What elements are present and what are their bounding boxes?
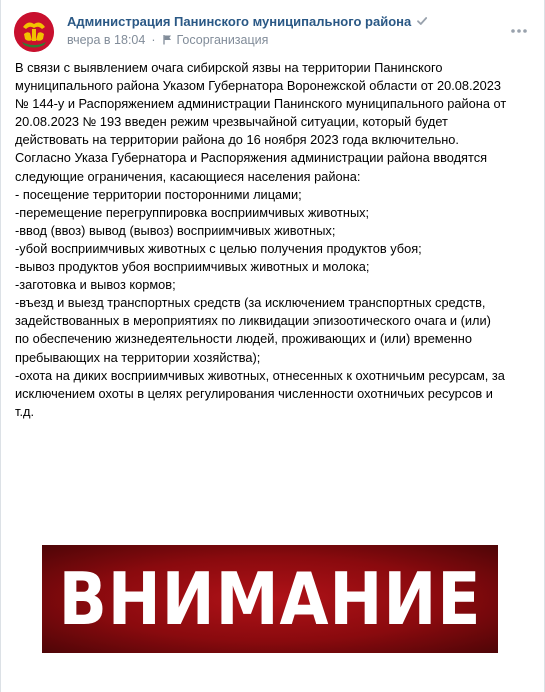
text-line: задействованных в мероприятиях по ликвидации эпизоотического очага и (или) — [15, 313, 491, 329]
author-name[interactable]: Администрация Панинского муниципального района — [67, 14, 412, 29]
text-line: № 144-у и Распоряжением администрации Панинского муниципального района от — [15, 96, 507, 112]
author-name-link[interactable] — [67, 14, 428, 29]
post-header — [14, 12, 534, 52]
post-time[interactable]: вчера в 18:04 — [67, 33, 146, 47]
post-text — [15, 59, 525, 421]
ellipsis-icon[interactable] — [508, 24, 530, 38]
flag-icon — [162, 34, 173, 45]
post-category: Госорганизация — [176, 33, 269, 47]
text-line: -въезд и выезд транспортных средств (за исключением транспортных средств, — [15, 295, 486, 311]
community-avatar[interactable] — [14, 12, 54, 52]
text-line: Согласно Указа Губернатора и Распоряжения администрации района вводятся — [15, 150, 488, 166]
verified-check-icon — [416, 15, 428, 27]
text-line: -охота на диких восприимчивых животных, отнесенных к охотничьим ресурсам, за — [15, 367, 505, 383]
text-line: -ввод (ввоз) вывод (вывоз) восприимчивых животных; — [15, 222, 336, 238]
banner-text: ВНИМАНИЕ — [58, 557, 482, 641]
attention-banner-image[interactable] — [42, 545, 498, 653]
text-line: по обеспечению жизнедеятельности людей, проживающих и (или) временно — [15, 331, 472, 347]
text-line: т.д. — [15, 403, 35, 419]
meta-separator: · — [151, 33, 156, 47]
text-line: -убой восприимчивых животных с целью получения продуктов убоя; — [15, 240, 422, 256]
text-line: пребывающих на территории хозяйства); — [15, 349, 261, 365]
text-line: следующие ограничения, касающиеся населения района: — [15, 168, 361, 184]
text-line: - посещение территории посторонними лицами; — [15, 186, 302, 202]
text-line: В связи с выявлением очага сибирской язвы на территории Панинского — [15, 60, 443, 75]
coat-of-arms-icon — [14, 12, 54, 52]
post-meta — [67, 33, 268, 47]
text-line: -вывоз продуктов убоя восприимчивых животных и молока; — [15, 259, 370, 275]
text-line: -перемещение перегруппировка восприимчивых животных; — [15, 204, 370, 220]
text-line: 20.08.2023 № 193 введен режим чрезвычайной ситуации, который будет — [15, 114, 448, 130]
text-line: исключением охоты в целях регулирования численности охотничьих ресурсов и — [15, 385, 493, 401]
text-line: муниципального района Указом Губернатора Воронежской области от 20.08.2023 — [15, 78, 502, 94]
text-line: действовать на территории района до 16 ноября 2023 года включительно. — [15, 132, 459, 148]
text-line: -заготовка и вывоз кормов; — [15, 277, 176, 293]
